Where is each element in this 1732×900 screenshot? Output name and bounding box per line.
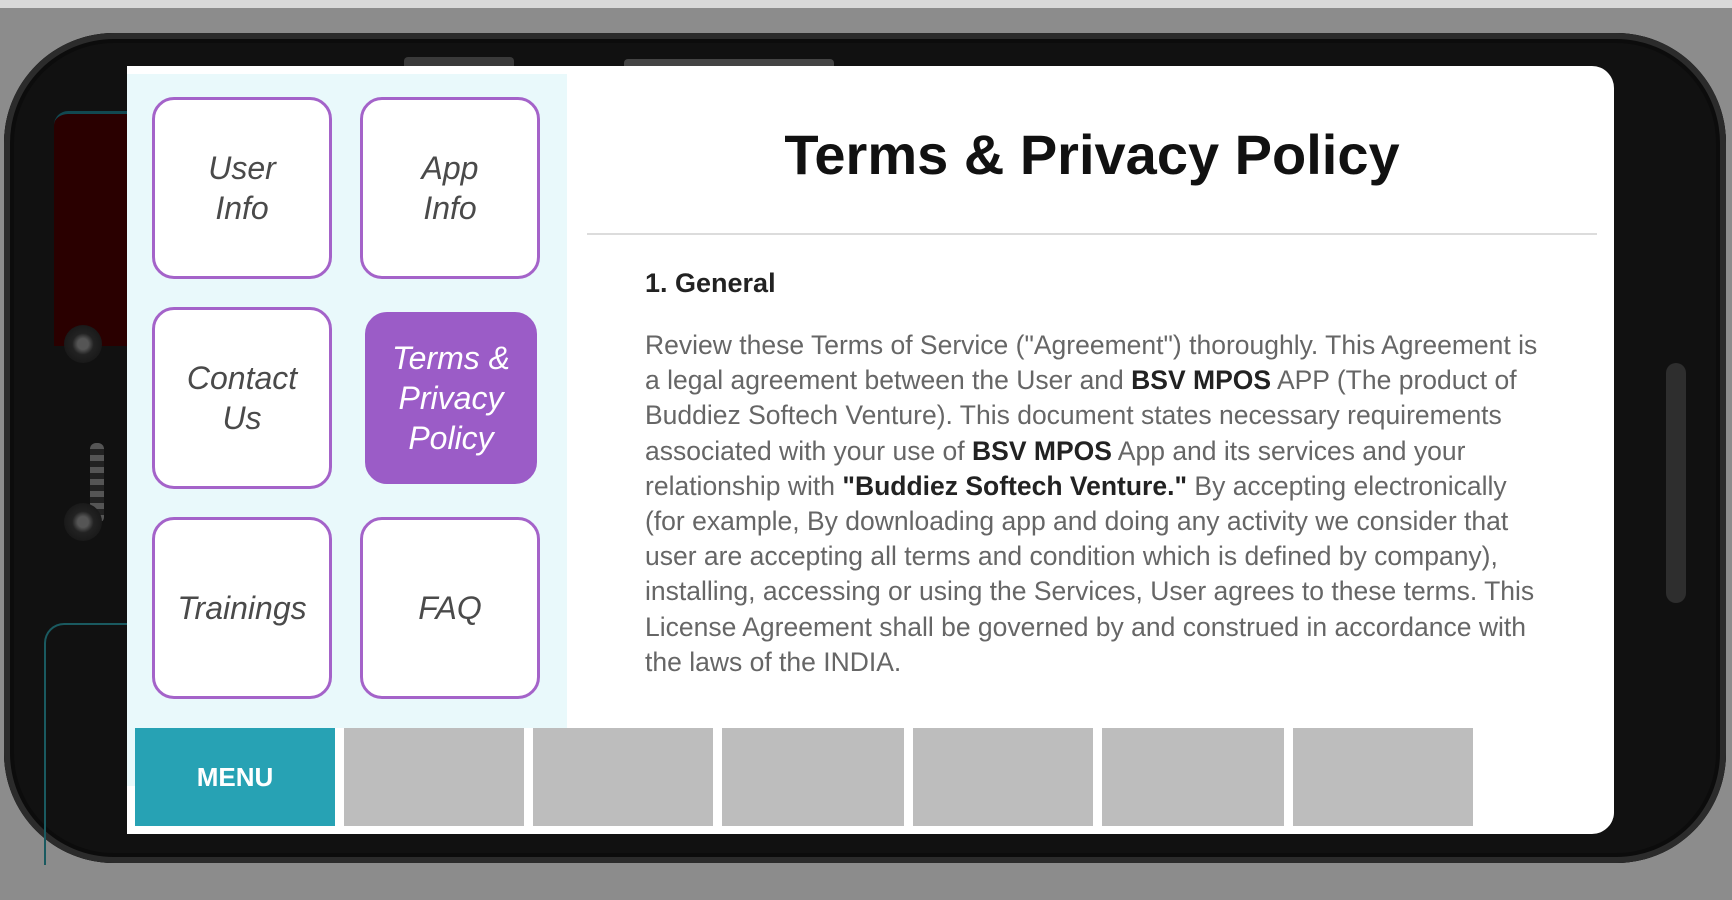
paragraph-text: App and its services and your relationship with: [645, 435, 1466, 501]
tile-label: Info: [215, 190, 269, 226]
top-strip: [0, 0, 1732, 8]
phone-side-button: [1666, 363, 1686, 603]
tile-user-info[interactable]: [152, 97, 332, 279]
phone-edge-decor: [54, 111, 130, 346]
paragraph-bold: BSV MPOS: [1131, 365, 1272, 396]
paragraph-text: APP (The product of Buddiez Softech Venture). This document states necessary requirements associated with your use of: [645, 365, 1517, 466]
tab-slot[interactable]: [533, 728, 713, 826]
content-pane: [587, 66, 1597, 726]
tile-terms-privacy-policy[interactable]: [365, 312, 537, 484]
tab-slot[interactable]: [1102, 728, 1284, 826]
tile-faq[interactable]: [360, 517, 540, 699]
paragraph-bold: BSV MPOS: [972, 435, 1112, 466]
tab-slot[interactable]: [344, 728, 524, 826]
app-screen: [127, 66, 1614, 834]
policy-paragraph: [645, 328, 1545, 680]
tile-label: FAQ: [418, 590, 482, 626]
paragraph-text: Review these Terms of Service ("Agreement") thoroughly. This Agreement is a legal agreement between the User and: [645, 330, 1538, 396]
tile-app-info[interactable]: [360, 97, 540, 279]
menu-panel: [127, 74, 567, 786]
paragraph-bold: "Buddiez Softech Venture.": [842, 470, 1188, 501]
camera-lens-icon: [64, 325, 102, 363]
divider: [587, 233, 1597, 235]
page-title: Terms & Privacy Policy: [784, 123, 1400, 186]
tab-slot[interactable]: [1293, 728, 1473, 826]
paragraph-text: By accepting electronically (for example, By downloading app and doing any activity we consider that user are accepting all terms and condition which is defined by company), installing, accessing or using the Services, User agrees to these terms. This License Agreement shall be governed by and construed in accordance with the laws of the INDIA.: [645, 470, 1535, 677]
tile-label: Info: [423, 190, 477, 226]
tile-label: Privacy: [398, 380, 504, 416]
tile-label: App: [421, 150, 479, 186]
tile-label: Us: [222, 400, 262, 436]
tile-label: Contact: [186, 360, 298, 396]
section-heading: 1. General: [645, 268, 776, 298]
menu-tab-button[interactable]: MENU: [135, 728, 335, 826]
sensor-icon: [64, 503, 102, 541]
bottom-tab-bar: [135, 728, 1614, 826]
tab-slot[interactable]: [722, 728, 904, 826]
tile-label: Terms &: [392, 340, 510, 376]
tile-contact-us[interactable]: [152, 307, 332, 489]
tab-slot[interactable]: [913, 728, 1093, 826]
phone-edge-decor: [44, 623, 132, 865]
tile-trainings[interactable]: [152, 517, 332, 699]
tile-label: Trainings: [177, 590, 307, 626]
tile-label: User: [208, 150, 276, 186]
tile-label: Policy: [408, 420, 494, 456]
